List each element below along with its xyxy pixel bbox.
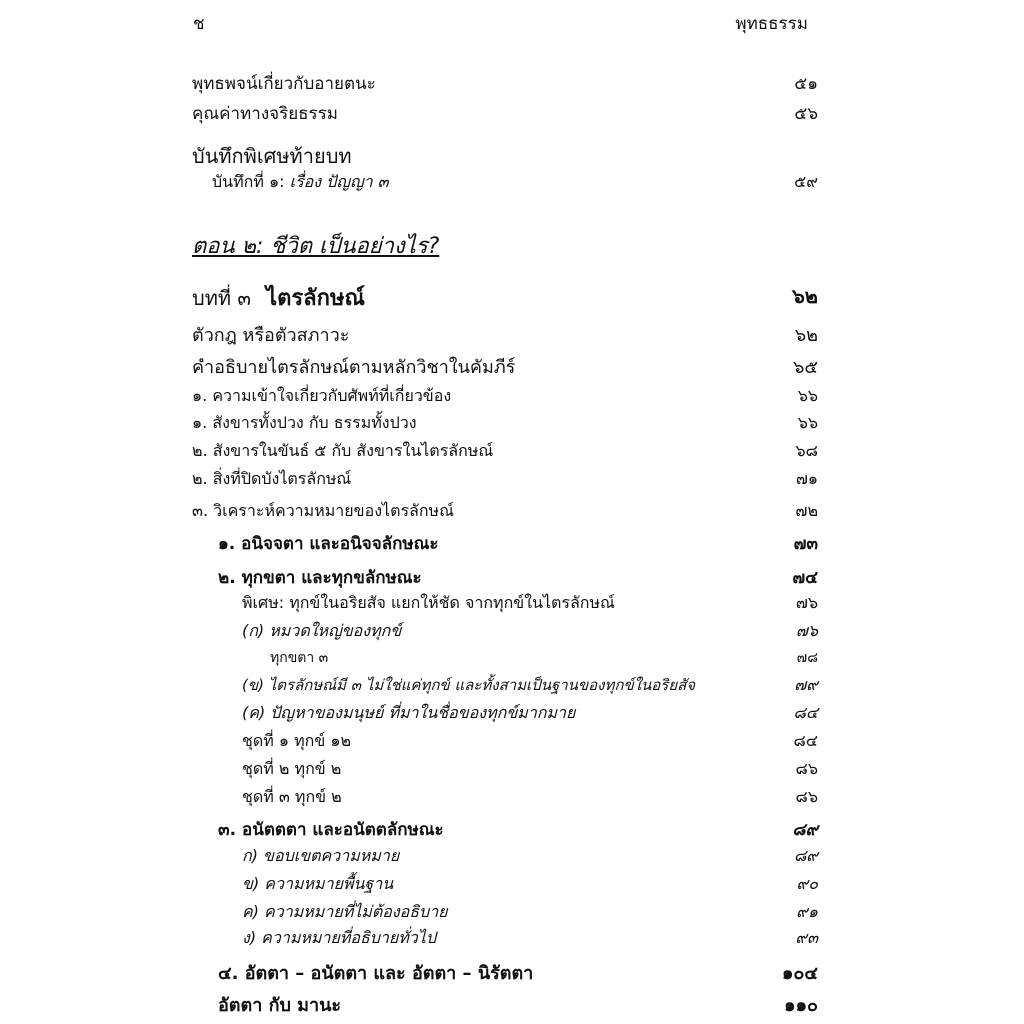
toc-entry[interactable] [0,439,1024,467]
toc-entry-page: ๖๕ [792,357,818,378]
toc-entry[interactable] [0,384,1024,412]
toc-entry-text: อัตตา กับ มานะ [218,995,342,1016]
toc-entry[interactable] [0,647,1024,675]
part-title: ตอน ๒: ชีวิต เป็นอย่างไร? [192,234,440,259]
toc-entry-text: ๒. สังขารในขันธ์ ๕ กับ สังขารในไตรลักษณ์ [192,441,494,460]
toc-entry-text: ค) ความหมายที่ไม่ต้องอธิบาย [242,902,448,921]
toc-entry-page: ๗๙ [794,675,818,694]
toc-entry[interactable] [0,900,1024,928]
toc-entry-page: ๑๑๐ [784,995,818,1016]
toc-entry-text: ๓. อนัตตตา และอนัตตลักษณะ [218,820,444,840]
toc-entry-page: ๗๖ [795,593,818,612]
toc-entry[interactable] [0,411,1024,439]
toc-entry-text: พิเศษ: ทุกข์ในอริยสัจ แยกให้ชัด จากทุกข์ในไตรลักษณ์ [242,593,615,612]
toc-entry-text: พุทธพจน์เกี่ยวกับอายตนะ [192,74,376,94]
toc-entry-text: คุณค่าทางจริยธรรม [192,104,339,124]
toc-entry[interactable] [0,530,1024,558]
toc-entry-text: ตัวกฎ หรือตัวสภาวะ [192,325,350,346]
toc-entry-text: ๑. สังขารทั้งปวง กับ ธรรมทั้งปวง [192,413,417,432]
toc-entry-text: (ก) หมวดใหญ่ของทุกข์ [242,621,402,640]
chapter-page: ๖๒ [792,284,818,308]
toc-entry-text: คำอธิบายไตรลักษณ์ตามหลักวิชาในคัมภีร์ [192,357,516,378]
chapter-title: ไตรลักษณ์ [266,286,365,311]
toc-entry-page: ๕๙ [794,172,818,191]
toc-entry[interactable] [0,499,1024,527]
toc-entry[interactable] [0,170,1024,198]
toc-entry-text: ๑. ความเข้าใจเกี่ยวกับศัพท์ที่เกี่ยวข้อง [192,386,452,405]
toc-entry-page: ๗๘ [796,650,818,666]
toc-entry-page: ๖๖ [797,413,818,432]
toc-entry-page: ๘๖ [795,759,818,778]
toc-entry-page: ๘๔ [793,731,818,750]
toc-entry-text: ชุดที่ ๑ ทุกข์ ๑๒ [242,731,352,750]
toc-entry-page: ๕๖ [794,104,818,124]
chapter-heading[interactable] [0,280,1024,314]
header-page-number: ช [193,14,205,34]
toc-entry-text: ก) ขอบเขตความหมาย [242,846,400,865]
toc-entry[interactable] [0,564,1024,592]
toc-entry-page: ๘๙ [792,820,818,840]
toc-entry[interactable] [0,990,1024,1018]
toc-entry-text: ๒. ทุกขตา และทุกขลักษณะ [218,568,422,588]
toc-section-heading[interactable] [0,140,1024,168]
toc-entry-page: ๑๐๔ [781,963,818,984]
header-book-title: พุทธธรรม [735,14,808,34]
toc-entry[interactable] [0,816,1024,844]
toc-entry-text: ชุดที่ ๒ ทุกข์ ๒ [242,759,342,778]
chapter-prefix: บทที่ ๓ [192,286,252,310]
toc-entry[interactable] [0,352,1024,380]
toc-entry[interactable] [0,844,1024,872]
toc-entry-page: ๖๒ [794,325,818,346]
toc-entry[interactable] [0,757,1024,785]
toc-entry-text: ๓. วิเคราะห์ความหมายของไตรลักษณ์ [192,501,454,520]
toc-entry-text: บันทึกพิเศษท้ายบท [192,144,352,168]
toc-entry[interactable] [0,591,1024,619]
toc-entry-text: ชุดที่ ๓ ทุกข์ ๒ [242,787,342,806]
toc-entry-text: ๑. อนิจจตา และอนิจจลักษณะ [218,534,439,554]
toc-entry[interactable] [0,926,1024,954]
toc-entry[interactable] [0,785,1024,813]
toc-entry-page: ๘๙ [793,846,818,865]
toc-entry-page: ๗๑ [795,469,818,488]
toc-entry-text: ข) ความหมายพื้นฐาน [242,874,394,893]
toc-entry-page: ๕๑ [794,74,818,94]
toc-entry-text: (ข) ไตรลักษณ์มี ๓ ไม่ใช่แค่ทุกข์ และทั้งสามเป็นฐานของทุกข์ในอริยสัจ [242,676,696,694]
toc-entry-page: ๖๘ [795,441,818,460]
toc-entry-page: ๗๒ [795,501,818,520]
toc-entry-page: ๘๖ [795,787,818,806]
toc-entry-page: ๗๖ [795,621,818,640]
toc-entry[interactable] [0,320,1024,348]
toc-entry-page: ๙๑ [796,902,818,921]
toc-entry[interactable] [0,467,1024,495]
toc-entry-page: ๗๓ [793,534,818,554]
toc-entry-page: ๖๖ [797,386,818,405]
toc-entry-text: ๒. สิ่งที่ปิดบังไตรลักษณ์ [192,469,352,488]
toc-entry-text: ทุกขตา ๓ [270,650,329,666]
toc-entry-text: ง) ความหมายที่อธิบายทั่วไป [242,928,436,947]
toc-entry[interactable] [0,729,1024,757]
toc-entry-page: ๗๔ [792,568,818,588]
toc-entry[interactable] [0,70,1024,98]
toc-entry-page: ๙๐ [796,874,818,893]
toc-entry-page: ๘๔ [793,703,818,722]
toc-entry[interactable] [0,619,1024,647]
toc-entry[interactable] [0,958,1024,986]
toc-entry[interactable] [0,701,1024,729]
toc-entry[interactable] [0,100,1024,128]
toc-entry[interactable] [0,872,1024,900]
toc-entry-text: บันทึกที่ ๑: เรื่อง ปัญญา ๓ [212,172,389,191]
toc-entry-page: ๙๓ [795,928,818,947]
toc-entry-text: ๔. อัตตา – อนัตตา และ อัตตา – นิรัตตา [218,963,534,984]
toc-entry-text: (ค) ปัญหาของมนุษย์ ที่มาในชื่อของทุกข์มากมาย [242,703,576,722]
toc-entry[interactable] [0,673,1024,701]
